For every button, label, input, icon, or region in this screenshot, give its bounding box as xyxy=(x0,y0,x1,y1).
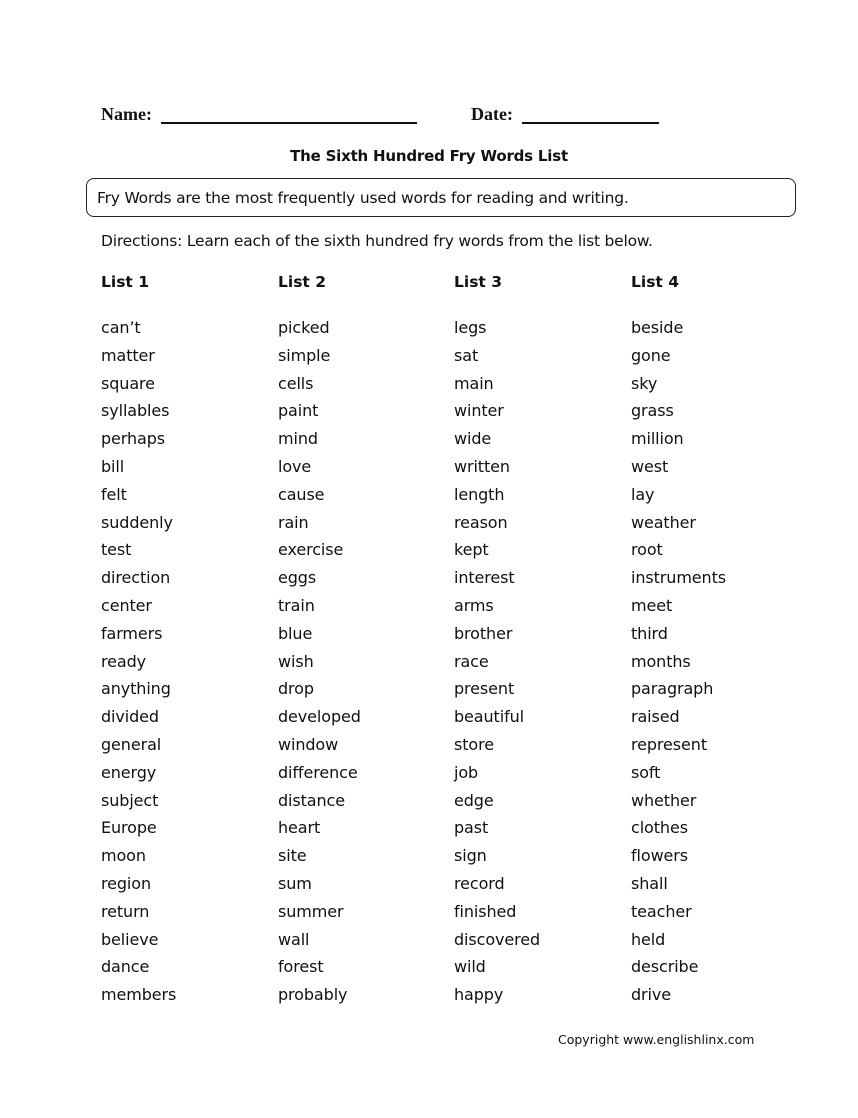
list-item: exercise xyxy=(278,540,344,560)
list-item: wish xyxy=(278,651,314,671)
list-item: clothes xyxy=(631,818,688,838)
list-item: winter xyxy=(454,401,504,421)
list-item: anything xyxy=(101,679,171,699)
copyright-text: Copyright www.englishlinx.com xyxy=(558,1032,755,1047)
list-item: grass xyxy=(631,401,674,421)
list-item: farmers xyxy=(101,623,163,643)
list-item: weather xyxy=(631,512,696,532)
list-item: simple xyxy=(278,345,331,365)
list-item: energy xyxy=(101,762,157,782)
list-item: syllables xyxy=(101,401,170,421)
list-item: paint xyxy=(278,401,319,421)
list-item: brother xyxy=(454,623,513,643)
list-item: edge xyxy=(454,790,494,810)
list-item: suddenly xyxy=(101,512,173,532)
list-item: sign xyxy=(454,846,487,866)
list-item: gone xyxy=(631,345,671,365)
list-item: dance xyxy=(101,957,150,977)
list-item: written xyxy=(454,456,510,476)
list-heading: List 4 xyxy=(631,273,680,291)
list-item: love xyxy=(278,456,312,476)
list-item: rain xyxy=(278,512,309,532)
list-item: developed xyxy=(278,707,361,727)
name-blank-line xyxy=(161,122,417,124)
list-item: wide xyxy=(454,429,492,449)
list-item: window xyxy=(278,734,339,754)
list-item: job xyxy=(454,762,479,782)
list-item: perhaps xyxy=(101,429,166,449)
list-item: region xyxy=(101,873,152,893)
list-item: finished xyxy=(454,901,517,921)
word-list-2 xyxy=(278,272,448,1009)
list-item: picked xyxy=(278,318,330,337)
list-item: members xyxy=(101,985,177,1005)
list-item: distance xyxy=(278,790,345,810)
list-item: happy xyxy=(454,985,504,1005)
list-item: forest xyxy=(278,957,324,977)
list-item: third xyxy=(631,623,668,643)
list-item: ready xyxy=(101,651,147,671)
word-list-4 xyxy=(631,272,801,1009)
list-item: moon xyxy=(101,846,146,866)
list-heading: List 2 xyxy=(278,273,327,291)
name-label: Name: xyxy=(101,104,152,124)
list-item: race xyxy=(454,651,489,671)
list-item: present xyxy=(454,679,515,699)
list-item: direction xyxy=(101,568,171,588)
list-item: square xyxy=(101,373,155,393)
list-heading: List 3 xyxy=(454,273,503,291)
list-item: Europe xyxy=(101,818,157,838)
list-item: bill xyxy=(101,456,125,476)
list-item: flowers xyxy=(631,846,689,866)
list-item: summer xyxy=(278,901,344,921)
list-item: reason xyxy=(454,512,508,532)
list-item: beautiful xyxy=(454,707,524,727)
list-item: shall xyxy=(631,873,668,893)
word-list-1 xyxy=(101,272,271,1009)
list-item: test xyxy=(101,540,132,560)
list-item: cells xyxy=(278,373,314,393)
list-item: meet xyxy=(631,595,673,615)
list-item: cause xyxy=(278,484,325,504)
list-item: interest xyxy=(454,568,515,588)
page-title: The Sixth Hundred Fry Words List xyxy=(290,147,568,165)
list-item: describe xyxy=(631,957,699,977)
list-item: months xyxy=(631,651,691,671)
date-blank-line xyxy=(522,122,659,124)
list-item: held xyxy=(631,929,666,949)
date-label: Date: xyxy=(471,104,513,124)
list-item: heart xyxy=(278,818,321,838)
list-item: wall xyxy=(278,929,310,949)
list-item: subject xyxy=(101,790,159,810)
list-item: drop xyxy=(278,679,314,699)
list-item: return xyxy=(101,901,150,921)
info-box xyxy=(86,178,796,217)
list-item: eggs xyxy=(278,568,317,588)
list-item: sky xyxy=(631,373,658,393)
list-item: probably xyxy=(278,985,348,1005)
list-item: length xyxy=(454,484,505,504)
list-item: kept xyxy=(454,540,489,560)
list-item: represent xyxy=(631,734,707,754)
list-item: legs xyxy=(454,318,487,337)
list-item: difference xyxy=(278,762,358,782)
list-item: lay xyxy=(631,484,655,504)
list-item: arms xyxy=(454,595,494,615)
list-item: felt xyxy=(101,484,127,504)
list-item: record xyxy=(454,873,505,893)
name-date-header xyxy=(101,104,701,128)
list-item: west xyxy=(631,456,669,476)
list-item: store xyxy=(454,734,494,754)
list-item: root xyxy=(631,540,663,560)
list-item: discovered xyxy=(454,929,541,949)
list-item: beside xyxy=(631,318,684,337)
directions-text: Directions: Learn each of the sixth hundred fry words from the list below. xyxy=(101,232,653,250)
info-text: Fry Words are the most frequently used words for reading and writing. xyxy=(97,189,629,207)
list-item: sum xyxy=(278,873,312,893)
word-list-3 xyxy=(454,272,624,1009)
list-item: wild xyxy=(454,957,486,977)
list-item: believe xyxy=(101,929,159,949)
list-heading: List 1 xyxy=(101,273,150,291)
list-item: teacher xyxy=(631,901,692,921)
list-item: blue xyxy=(278,623,313,643)
list-item: can’t xyxy=(101,318,141,337)
list-item: whether xyxy=(631,790,697,810)
list-item: raised xyxy=(631,707,680,727)
list-item: train xyxy=(278,595,315,615)
list-item: mind xyxy=(278,429,318,449)
list-item: divided xyxy=(101,707,159,727)
list-item: general xyxy=(101,734,162,754)
list-item: paragraph xyxy=(631,679,714,699)
list-item: sat xyxy=(454,345,479,365)
list-item: center xyxy=(101,595,152,615)
list-item: past xyxy=(454,818,489,838)
list-item: drive xyxy=(631,985,671,1005)
list-item: matter xyxy=(101,345,155,365)
list-item: million xyxy=(631,429,684,449)
list-item: soft xyxy=(631,762,661,782)
list-item: instruments xyxy=(631,568,726,588)
list-item: site xyxy=(278,846,307,866)
list-item: main xyxy=(454,373,494,393)
